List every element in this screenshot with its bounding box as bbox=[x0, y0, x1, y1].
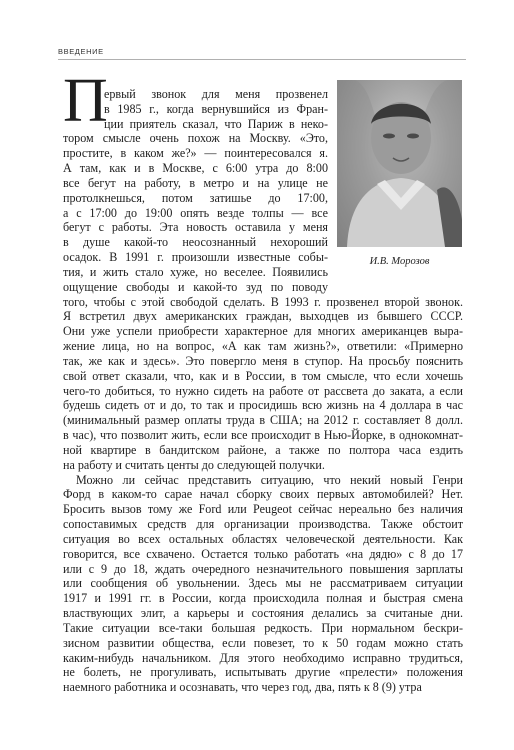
text-line: 1917 и 1991 гг. в России, когда происходила полная и быстрая смена bbox=[63, 591, 463, 606]
text-line: все бегут на работу, в метро и на улице не bbox=[63, 175, 328, 190]
drop-cap: П bbox=[63, 67, 108, 135]
text-line: ции приятель сказал, что Париж в неко- bbox=[104, 116, 328, 131]
header-rule bbox=[58, 59, 466, 60]
text-line: говорится, все схвачено. Остается только работать «на дядю» с 8 до 17 bbox=[63, 546, 463, 561]
text-line: (минимальный размер оплаты труда в США; на 2012 г. составляет 8 долл. bbox=[63, 413, 463, 428]
text-line: властвующих элит, а карьеры и состояния делались за считаные дни. bbox=[63, 606, 463, 621]
portrait-illustration bbox=[337, 80, 462, 247]
text-line: бегут с работы. Эта новость оставила у меня bbox=[63, 220, 328, 235]
text-line: ситуация во всех остальных областях человеческой деятельности. Как bbox=[63, 531, 463, 546]
text-line: в час), что позволит жить, если все происходит в Нью-Йорке, в однокомнат- bbox=[63, 428, 463, 443]
text-line: свой ответ сказали, что, как и в России, в том смысле, что если хочешь bbox=[63, 368, 463, 383]
text-line: наемного работника и осознавать, что через год, два, пять к 8 (9) утра bbox=[63, 680, 422, 695]
text-line: будешь сидеть от и до, то так и просидишь всю жизнь на 4 доллара в час bbox=[63, 398, 463, 413]
author-photo bbox=[337, 80, 462, 247]
text-line: или сообщения об увольнении. Здесь мы не рассматриваем ситуации bbox=[63, 576, 463, 591]
text-line: зисном развитии общества, если повезет, то к 50 годам можно стать bbox=[63, 635, 463, 650]
text-line: Можно ли сейчас представить ситуацию, что некий новый Генри bbox=[76, 472, 463, 487]
text-line: Я встретил двух американских граждан, выходцев из бывшего СССР. bbox=[63, 309, 463, 324]
text-line: каким-нибудь начальником. Для этого необходимо исправно трудиться, bbox=[63, 650, 463, 665]
text-line: или с 9 до 18, ждать очередного незначительного повышения зарплаты bbox=[63, 561, 463, 576]
text-line: а с 17:00 до 19:00 опять везде толпы — все bbox=[63, 205, 328, 220]
text-line: Они уже успели приобрести характерное для многих американцев выра- bbox=[63, 324, 463, 339]
text-line: Такие ситуации все-таки большая редкость. При нормальном бескри- bbox=[63, 620, 463, 635]
text-line: не болеть, не прогуливать, испытывать другие «прелести» положения bbox=[63, 665, 463, 680]
text-line: в 1985 г., когда вернувшийся из Фран- bbox=[104, 101, 328, 116]
text-line: тором смысле очень похож на Москву. «Это, bbox=[63, 131, 328, 146]
text-line: Бросить вызов тому же Ford или Peugeot сейчас нереально без наличия bbox=[63, 502, 463, 517]
text-line: тия, и жить стало хуже, но веселее. Появились bbox=[63, 264, 328, 279]
photo-caption: И.В. Морозов bbox=[369, 256, 430, 267]
text-line: так, же как и здесь». Это повергло меня в ступор. На просьбу пояснить bbox=[63, 353, 463, 368]
text-line: в душе какой-то неосознанный нехороший bbox=[63, 235, 328, 250]
text-line: простите, в каком же?» — поинтересовался я. bbox=[63, 146, 328, 161]
text-line: осадок. В 1991 г. произошли известные собы- bbox=[63, 250, 328, 265]
text-line: А там, как и в Москве, с 6:00 утра до 8:00 bbox=[63, 161, 328, 176]
running-header: ВВЕДЕНИЕ bbox=[58, 47, 104, 56]
text-line: того, чтобы с этой свободой сделать. В 1993 г. прозвенел второй звонок. bbox=[63, 294, 463, 309]
text-line: протолкнешься, потом затишье до 17:00, bbox=[63, 190, 328, 205]
text-line: сопоставимых средств для организации производства. Также обстоит bbox=[63, 517, 463, 532]
text-line: ощущение свободы и какой-то зуд по поводу bbox=[63, 279, 328, 294]
text-line: чего-то добиться, то нужно сидеть на работе от рассвета до заката, а если bbox=[63, 383, 463, 398]
text-line: на работу и считать центы до следующей получки. bbox=[63, 457, 325, 472]
text-line: ной квартире в бандитском районе, а также по полтора часа ездить bbox=[63, 442, 463, 457]
text-line: ервый звонок для меня прозвенел bbox=[104, 87, 328, 101]
text-line: жение лица, но на вопрос, «А как там жизнь?», ответили: «Примерно bbox=[63, 339, 463, 354]
text-line: Форд в каком-то сарае начал сборку своих первых автомобилей? Нет. bbox=[63, 487, 463, 502]
